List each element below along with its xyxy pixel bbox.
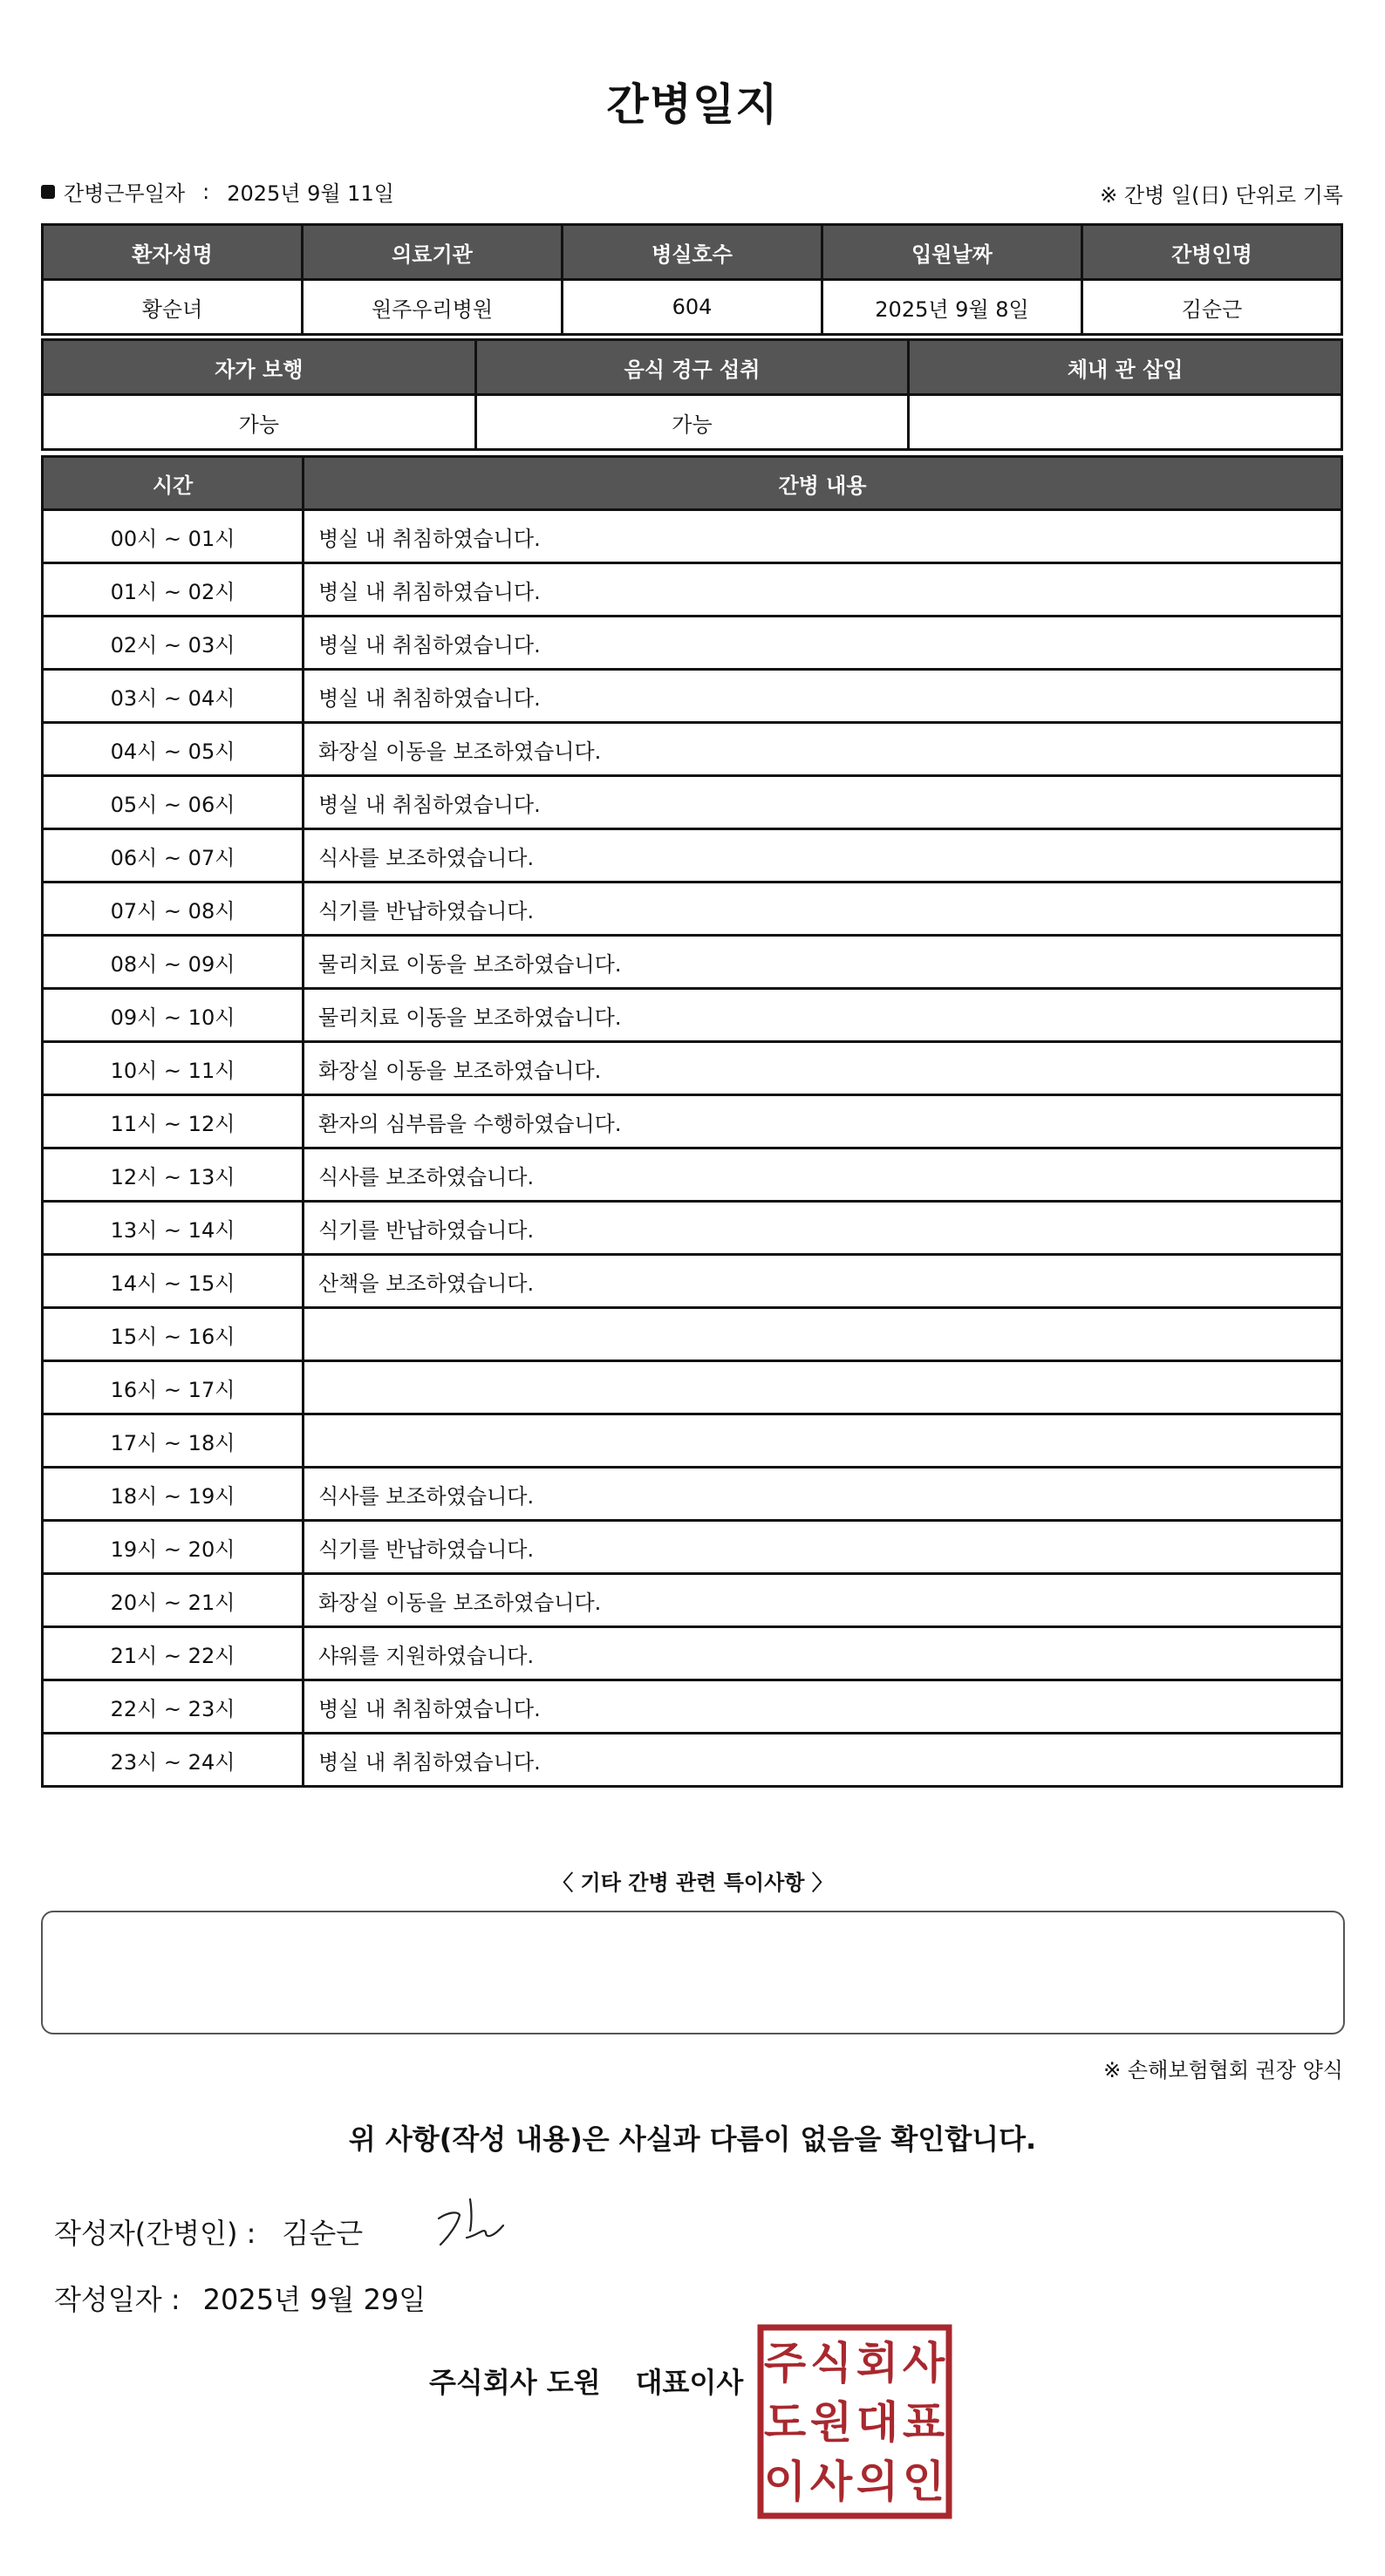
log-time: 20시 ~ 21시	[43, 1574, 304, 1627]
log-content: 환자의 심부름을 수행하였습니다.	[304, 1095, 1342, 1148]
log-content: 식기를 반납하였습니다.	[304, 883, 1342, 936]
log-content: 식사를 보조하였습니다.	[304, 1148, 1342, 1202]
log-time: 01시 ~ 02시	[43, 563, 304, 617]
writer-label: 작성자(간병인) :	[54, 2217, 256, 2250]
log-content: 물리치료 이동을 보조하였습니다.	[304, 989, 1342, 1042]
header-caregiver-name: 간병인명	[1082, 225, 1342, 280]
writer-name: 김순근	[282, 2217, 364, 2250]
written-date-line	[54, 2278, 426, 2318]
patient-status-table	[41, 338, 1343, 451]
header-admission-date: 입원날짜	[822, 225, 1082, 280]
table-row	[43, 1680, 1342, 1734]
oral-intake-value: 가능	[475, 395, 909, 450]
table-row	[43, 1361, 1342, 1414]
log-content: 샤워를 지원하였습니다.	[304, 1627, 1342, 1680]
table-row	[43, 617, 1342, 670]
header-room: 병실호수	[563, 225, 822, 280]
log-time: 07시 ~ 08시	[43, 883, 304, 936]
log-content: 병실 내 취침하였습니다.	[304, 617, 1342, 670]
header-hospital: 의료기관	[303, 225, 563, 280]
log-content: 병실 내 취침하였습니다.	[304, 1734, 1342, 1787]
log-time: 14시 ~ 15시	[43, 1255, 304, 1308]
table-row	[43, 883, 1342, 936]
log-content: 화장실 이동을 보조하였습니다.	[304, 1042, 1342, 1095]
self-walking-value: 가능	[43, 395, 476, 450]
patient-name: 황순녀	[43, 280, 303, 335]
work-date	[41, 176, 394, 207]
log-content: 식기를 반납하였습니다.	[304, 1521, 1342, 1574]
company-line	[429, 2361, 743, 2401]
handwritten-signature	[432, 2192, 510, 2253]
log-time: 16시 ~ 17시	[43, 1361, 304, 1414]
header-self-walking: 자가 보행	[43, 340, 476, 395]
header-tube-insertion: 체내 관 삽입	[909, 340, 1342, 395]
log-content: 병실 내 취침하였습니다.	[304, 670, 1342, 723]
log-time: 04시 ~ 05시	[43, 723, 304, 776]
log-time: 02시 ~ 03시	[43, 617, 304, 670]
log-time: 03시 ~ 04시	[43, 670, 304, 723]
room-number: 604	[563, 280, 822, 335]
table-row	[43, 1148, 1342, 1202]
page-title: 간병일지	[606, 79, 779, 130]
company-name: 주식회사 도원	[429, 2366, 601, 2399]
table-row	[43, 1095, 1342, 1148]
seal-character: 대	[856, 2397, 899, 2448]
seal-character: 회	[856, 2338, 899, 2389]
header-patient-name: 환자성명	[43, 225, 303, 280]
log-content: 식사를 보조하였습니다.	[304, 1468, 1342, 1521]
bullet-square-icon	[41, 185, 55, 199]
remarks-title: 〈 기타 간병 관련 특이사항 〉	[552, 1871, 833, 1895]
table-row	[43, 1255, 1342, 1308]
log-content	[304, 1361, 1342, 1414]
seal-character: 인	[902, 2457, 945, 2507]
log-content: 식기를 반납하였습니다.	[304, 1202, 1342, 1255]
table-row	[43, 1521, 1342, 1574]
log-content	[304, 1414, 1342, 1468]
remarks-box	[41, 1911, 1345, 2034]
care-log-table	[41, 455, 1343, 1788]
log-time: 19시 ~ 20시	[43, 1521, 304, 1574]
written-date-label: 작성일자 :	[54, 2283, 181, 2316]
written-date-value: 2025년 9월 29일	[202, 2283, 426, 2316]
log-time: 21시 ~ 22시	[43, 1627, 304, 1680]
header-oral-intake: 음식 경구 섭취	[475, 340, 909, 395]
table-row	[43, 1202, 1342, 1255]
log-time: 09시 ~ 10시	[43, 989, 304, 1042]
log-time: 00시 ~ 01시	[43, 510, 304, 563]
log-content: 화장실 이동을 보조하였습니다.	[304, 723, 1342, 776]
table-row	[43, 989, 1342, 1042]
table-row	[43, 1734, 1342, 1787]
table-row	[43, 670, 1342, 723]
patient-info-table	[41, 223, 1343, 336]
log-content	[304, 1308, 1342, 1361]
log-time: 05시 ~ 06시	[43, 776, 304, 829]
log-time: 12시 ~ 13시	[43, 1148, 304, 1202]
seal-character: 사	[809, 2457, 853, 2507]
table-row	[43, 1627, 1342, 1680]
seal-character: 사	[902, 2338, 945, 2389]
table-row	[43, 1468, 1342, 1521]
table-row	[43, 723, 1342, 776]
log-time: 08시 ~ 09시	[43, 936, 304, 989]
table-row	[43, 829, 1342, 883]
table-row	[43, 1574, 1342, 1627]
confirmation-statement: 위 사항(작성 내용)은 사실과 다름이 없음을 확인합니다.	[348, 2123, 1037, 2156]
log-content: 병실 내 취침하였습니다.	[304, 510, 1342, 563]
header-time: 시간	[43, 457, 304, 510]
company-representative: 대표이사	[635, 2366, 744, 2399]
log-content: 식사를 보조하였습니다.	[304, 829, 1342, 883]
log-time: 11시 ~ 12시	[43, 1095, 304, 1148]
log-content: 병실 내 취침하였습니다.	[304, 563, 1342, 617]
admission-date: 2025년 9월 8일	[822, 280, 1082, 335]
hospital-name: 원주우리병원	[303, 280, 563, 335]
table-row	[43, 776, 1342, 829]
log-time: 23시 ~ 24시	[43, 1734, 304, 1787]
log-time: 13시 ~ 14시	[43, 1202, 304, 1255]
work-date-label: 간병근무일자	[64, 181, 186, 206]
work-date-value: 2025년 9월 11일	[227, 181, 394, 206]
log-time: 15시 ~ 16시	[43, 1308, 304, 1361]
log-content: 물리치료 이동을 보조하였습니다.	[304, 936, 1342, 989]
log-content: 산책을 보조하였습니다.	[304, 1255, 1342, 1308]
table-row	[43, 936, 1342, 989]
seal-character: 의	[856, 2457, 899, 2507]
log-time: 06시 ~ 07시	[43, 829, 304, 883]
header-care-content: 간병 내용	[304, 457, 1342, 510]
tube-insertion-value	[909, 395, 1342, 450]
log-time: 10시 ~ 11시	[43, 1042, 304, 1095]
log-content: 병실 내 취침하였습니다.	[304, 1680, 1342, 1734]
seal-character: 도	[763, 2397, 807, 2448]
seal-character: 표	[902, 2397, 945, 2448]
work-date-separator: :	[202, 179, 210, 204]
log-content: 화장실 이동을 보조하였습니다.	[304, 1574, 1342, 1627]
table-row	[43, 1308, 1342, 1361]
seal-character: 주	[763, 2338, 807, 2389]
unit-note: ※ 간병 일(日) 단위로 기록	[1100, 183, 1343, 208]
log-content: 병실 내 취침하였습니다.	[304, 776, 1342, 829]
table-row	[43, 563, 1342, 617]
table-row	[43, 510, 1342, 563]
table-row	[43, 1414, 1342, 1468]
company-seal	[757, 2324, 952, 2519]
log-time: 22시 ~ 23시	[43, 1680, 304, 1734]
caregiver-name: 김순근	[1082, 280, 1342, 335]
form-note: ※ 손해보험협회 권장 양식	[1103, 2058, 1343, 2082]
log-time: 18시 ~ 19시	[43, 1468, 304, 1521]
seal-character: 원	[809, 2397, 853, 2448]
seal-character: 식	[809, 2338, 853, 2389]
writer-line	[54, 2211, 363, 2252]
log-time: 17시 ~ 18시	[43, 1414, 304, 1468]
seal-character: 이	[763, 2457, 807, 2507]
table-row	[43, 1042, 1342, 1095]
